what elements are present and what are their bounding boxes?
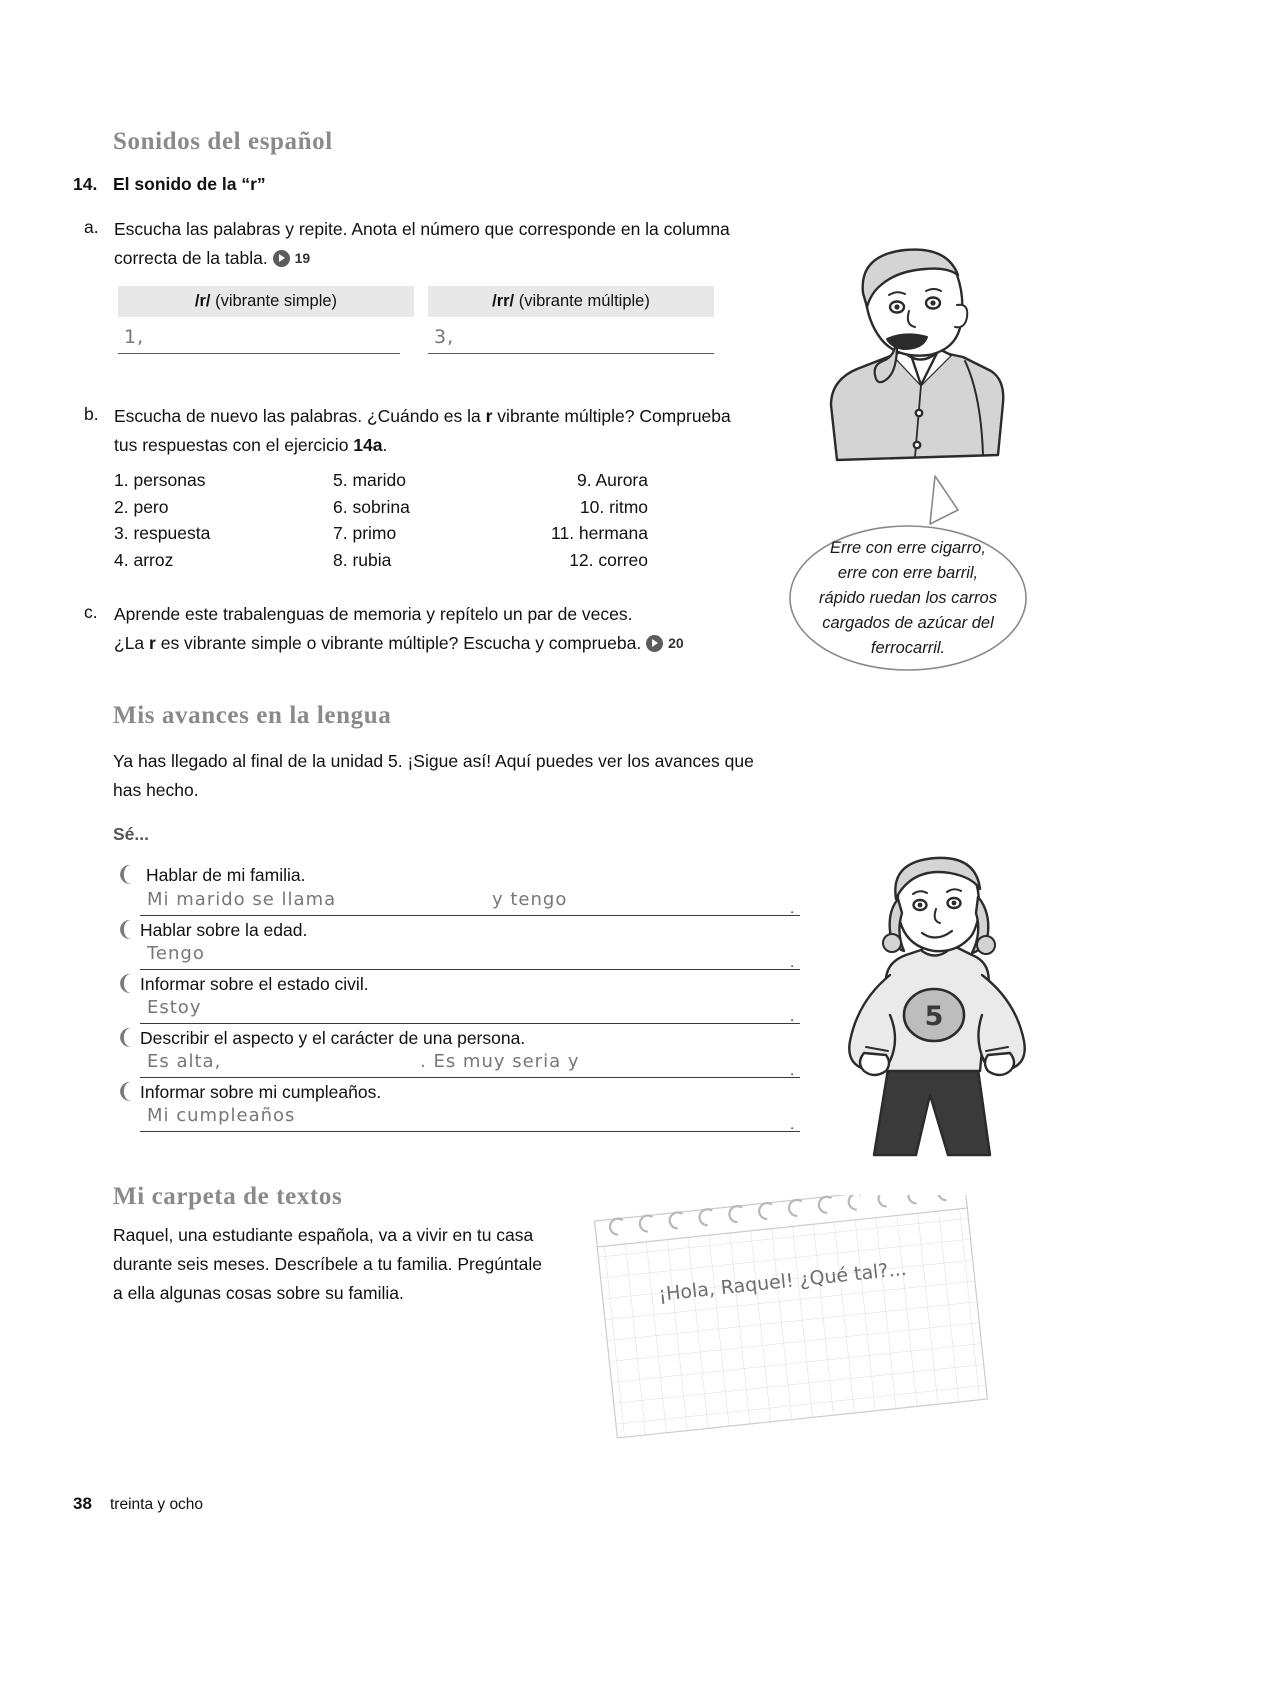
list-item: 10. ritmo: [579, 496, 648, 517]
item-c-line2-pre: ¿La: [114, 633, 150, 653]
bubble-line-3: rápido ruedan los carros: [819, 589, 997, 607]
illustration-notepad: [592, 1195, 992, 1445]
item-a-line1: Escucha las palabras y repite. Anota el número que corresponde en la columna: [114, 219, 730, 239]
bubble-text: [801, 536, 1015, 661]
avances-intro-line2: has hecho.: [113, 780, 199, 800]
play-icon: [273, 250, 290, 267]
period-3: .: [790, 1008, 795, 1025]
answer-line-col1[interactable]: [118, 353, 400, 354]
bubble-line-4: cargados de azúcar del: [822, 614, 994, 632]
handwriting-4a: Es alta,: [147, 1051, 222, 1072]
bubble-line-5: ferrocarril.: [870, 639, 946, 657]
write-line-4[interactable]: [140, 1077, 800, 1078]
bullet-icon: ❨: [116, 1025, 134, 1049]
handwriting-1b: y tengo: [492, 889, 568, 910]
carpeta-line2: durante seis meses. Descríbele a tu familia. Pregúntale: [113, 1254, 542, 1274]
list-item: 6. sobrina: [333, 496, 410, 517]
bullet-icon: ❨: [116, 862, 134, 886]
carpeta-line1: Raquel, una estudiante española, va a vivir en tu casa: [113, 1225, 534, 1245]
table-col1-label: (vibrante simple): [210, 292, 338, 310]
bullet-icon: ❨: [116, 971, 134, 995]
checklist-label-2: Hablar sobre la edad.: [140, 920, 308, 940]
section-heading-sonidos: Sonidos del español: [113, 128, 333, 155]
exercise-number: 14.: [73, 174, 98, 194]
item-c-line1: Aprende este trabalenguas de memoria y repítelo un par de veces.: [114, 604, 633, 624]
item-letter-a: a.: [84, 217, 99, 237]
write-line-2[interactable]: [140, 969, 800, 970]
item-b-line2-pre: tus respuestas con el ejercicio: [114, 435, 354, 455]
exercise-title: El sonido de la “r”: [113, 174, 266, 194]
list-item: 8. rubia: [333, 549, 392, 570]
item-c-line2-post: es vibrante simple o vibrante múltiple? Escucha y comprueba.: [155, 633, 642, 653]
handwriting-2a: Tengo: [147, 943, 205, 964]
handwriting-1a: Mi marido se llama: [147, 889, 337, 910]
handwriting-3a: Estoy: [147, 997, 202, 1018]
period-5: .: [790, 1116, 795, 1133]
avances-intro: [113, 747, 833, 805]
checklist-label-1: Hablar de mi familia.: [146, 865, 306, 885]
bubble-line-1: Erre con erre cigarro,: [830, 539, 986, 557]
list-item: 5. marido: [333, 470, 406, 490]
item-a-line2: correcta de la tabla.: [114, 248, 268, 268]
handwriting-5a: Mi cumpleaños: [147, 1105, 296, 1126]
item-c-bold-r: r: [149, 633, 156, 653]
speech-bubble: [780, 470, 1040, 680]
handwriting-4b: . Es muy seria y: [420, 1051, 580, 1072]
list-item: 1. personas: [114, 470, 206, 490]
checklist-label-5: Informar sobre mi cumpleaños.: [140, 1082, 382, 1102]
play-icon: [646, 635, 663, 652]
list-item: 4. arroz: [114, 549, 174, 570]
write-line-1[interactable]: [140, 915, 800, 916]
write-line-5[interactable]: [140, 1131, 800, 1132]
list-item: 7. primo: [333, 523, 397, 543]
section-heading-carpeta: Mi carpeta de textos: [113, 1183, 343, 1210]
period-1: .: [790, 900, 795, 917]
carpeta-paragraph: [113, 1221, 613, 1308]
bubble-line-2: erre con erre barril,: [837, 564, 979, 582]
item-letter-c: c.: [84, 602, 98, 622]
handwritten-answer-col1: 1,: [124, 326, 145, 348]
section-heading-avances: Mis avances en la lengua: [113, 702, 392, 729]
handwritten-answer-col2: 3,: [434, 326, 455, 348]
avances-intro-line1: Ya has llegado al final de la unidad 5. ¡Sigue así! Aquí puedes ver los avances que: [113, 751, 754, 771]
period-4: .: [790, 1062, 795, 1079]
word-list-col2: [333, 467, 410, 573]
item-b-bold-r: r: [485, 406, 493, 426]
item-letter-b: b.: [84, 404, 99, 424]
audio-track-number: 19: [294, 250, 311, 266]
table-header-simple: [118, 286, 414, 317]
table-header-multiple: [428, 286, 714, 317]
list-item: 12. correo: [569, 549, 648, 570]
item-b-line2-post: .: [382, 435, 388, 455]
table-col2-prefix: /rr/: [492, 292, 515, 310]
answer-line-col2[interactable]: [428, 353, 714, 354]
list-item: 11. hermana: [551, 523, 648, 543]
audio-track-number: 20: [668, 635, 684, 651]
table-col1-prefix: /r/: [194, 292, 211, 310]
se-label: Sé...: [113, 824, 149, 844]
notepad-handwriting: ¡Hola, Raquel! ¿Qué tal?...: [657, 1257, 908, 1306]
table-col2-label: (vibrante múltiple): [514, 292, 650, 310]
checklist-label-3: Informar sobre el estado civil.: [140, 974, 369, 994]
footer-page-word: treinta y ocho: [110, 1496, 204, 1513]
list-item: 9. Aurora: [576, 470, 648, 490]
bullet-icon: ❨: [116, 1079, 134, 1103]
checklist-label-4: Describir el aspecto y el carácter de una persona.: [140, 1028, 526, 1048]
word-list-col3: [528, 467, 648, 573]
audio-button-19[interactable]: [273, 244, 311, 273]
write-line-3[interactable]: [140, 1023, 800, 1024]
period-2: .: [790, 954, 795, 971]
carpeta-line3: a ella algunas cosas sobre su familia.: [113, 1283, 404, 1303]
audio-button-20[interactable]: [646, 629, 684, 658]
shirt-number: 5: [924, 1001, 944, 1032]
item-b-bold-ref: 14a: [353, 435, 383, 455]
word-list-col1: [114, 467, 210, 573]
bullet-icon: ❨: [116, 917, 134, 941]
illustration-man: [805, 245, 1065, 495]
list-item: 3. respuesta: [114, 523, 211, 543]
footer-page-number: 38: [73, 1494, 92, 1513]
list-item: 2. pero: [114, 496, 169, 517]
item-b-line1-post: vibrante múltiple? Comprueba: [492, 406, 731, 426]
illustration-woman: [830, 855, 1080, 1160]
item-b-line1-pre: Escucha de nuevo las palabras. ¿Cuándo es la: [114, 406, 486, 426]
